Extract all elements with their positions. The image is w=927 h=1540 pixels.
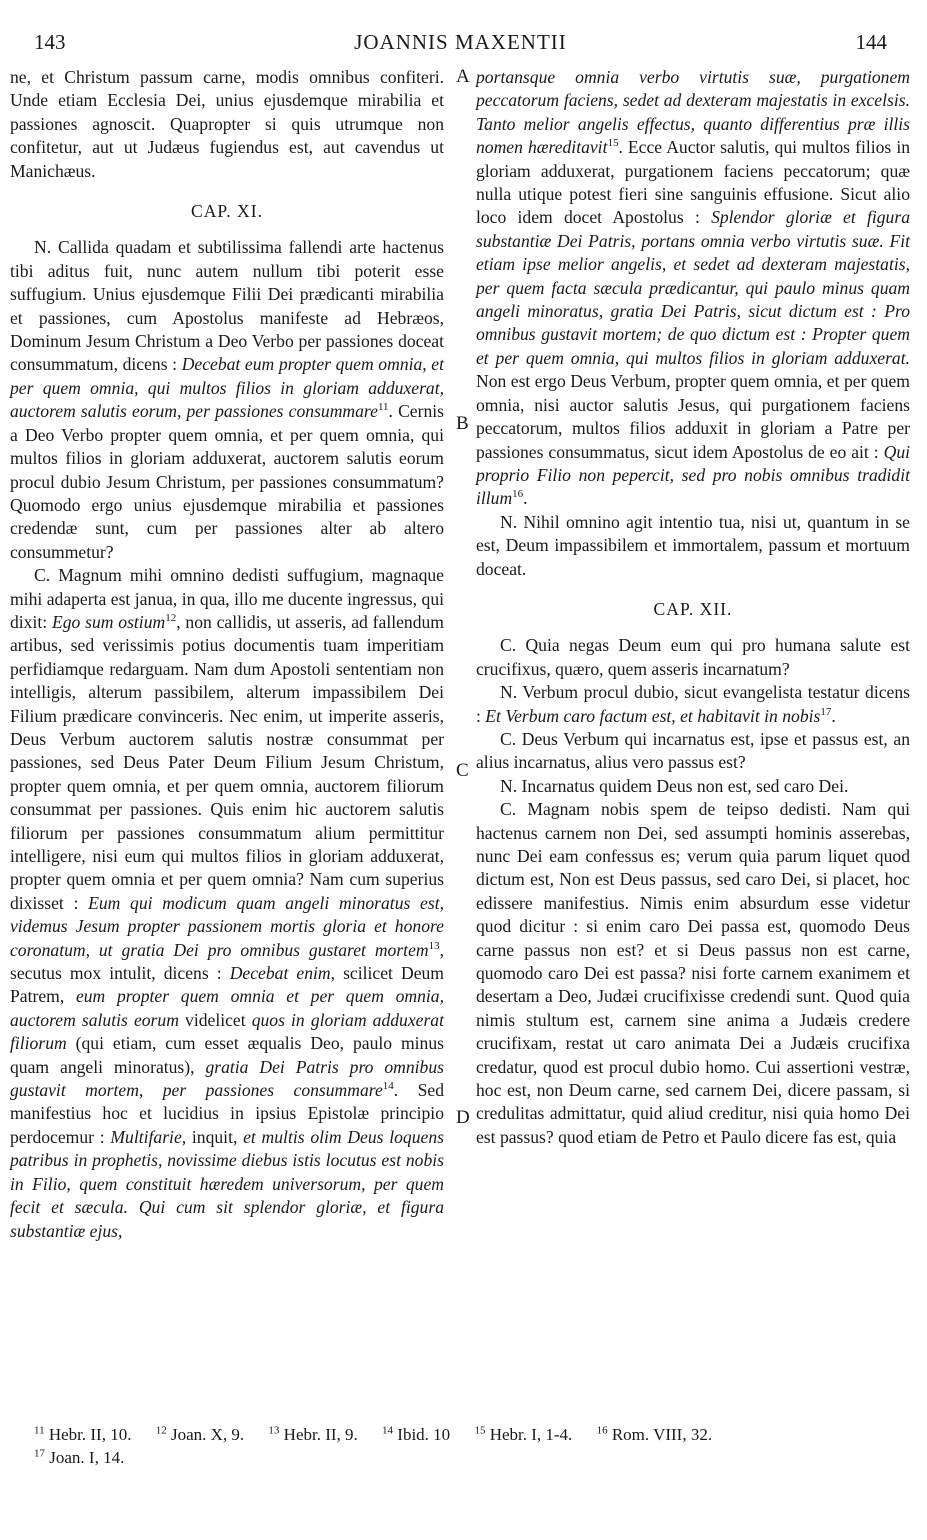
paragraph: N. Incarnatus quidem Deus non est, sed caro Dei. <box>500 775 849 796</box>
left-column <box>10 66 444 1243</box>
margin-marker-c: C <box>456 760 469 781</box>
paragraph: C. Quia negas Deum eum qui pro humana salute est crucifixus, quæro, quem asseris incarnatum? <box>476 635 910 679</box>
footnote-ref: 16 <box>512 488 524 501</box>
margin-marker-d: D <box>456 1107 470 1128</box>
paragraph: C. Magnam nobis spem de teipso dedisti. Nam qui hactenus carnem non Dei, sed assumpti hominis asserebas, nunc Dei eam confessus es; verum quia parum liquet quod dictum est, Non est Deus passus, sed caro Dei, si placet, hoc edissere manifestius. Nimis enim absurdum esse videtur quod dicitur : si enim caro Dei passa est, quomodo Deus carne passus non est? et si Deus passus non est carne, quomodo caro Dei est passa? nisi forte carnem exanimem et desertam a Deo, Judæi crucifixisse credendi sunt. Quod quia nimis stultum est, carnem sine anima a Judæis credere crucifixam, restat ut caro animata Dei a Judæis crucifixa credatur, quod est procul dubio homo. Cui assertioni vestræ, hoc est, non Deum carne, sed carnem Dei, dicere passam, si credulitas admittatur, quid aliud creditur, nisi quia homo Dei est passus? quod etiam de Petro et Paulo dicere fas est, quia <box>476 799 910 1147</box>
footnotes <box>34 1423 887 1469</box>
footnote-ref: 17 <box>820 705 832 718</box>
footnote-ref: 14 <box>382 1080 394 1093</box>
paragraph: C. Magnum mihi omnino dedisti suffugium, magnaque mihi adaperta est janua, in qua, illo me ducente ingressus, qui dixit: Ego sum ostium$^{12}$, non callidis, ut asseris, ad fallendum artibus, sed verissimis potius documentis tuam imperitiam perfidiamque redarguam. Nam dum Apostoli sententiam non intelligis, alterum passibilem, alterum impassibilem Dei Filium prædicare convinceris. Nec enim, ut imperite asseris, Deus Verbum auctorem salutis nostræ consummat per passiones, sed Deus Pater Deum Filium Jesum Christum, propter quem omnia, et per quem omnia, auctorem filiorum consummat per passiones. Quis enim hic auctorem salutis filiorum per passiones consummatum alium permittitur intelligere, nisi eum qui multos filios in gloriam adduxerat, propter quem omnia et per quem omnia? Nam cum superius dixisset : Eum qui modicum quam angeli minoratus est, videmus Jesum propter passionem mortis gloria et honore coronatum, ut gratia Dei pro omnibus gustaret mortem$^{13}$, secutus mox intulit, dicens : Decebat enim, scilicet Deum Patrem, eum propter quem omnia et per quem omnia, auctorem salutis eorum videlicet quos in gloriam adduxerat filiorum (qui etiam, cum esset æqualis Deo, paulo minus quam angeli minoratus), gratia Dei Patris pro omnibus gustavit mortem, per passiones consummare$^{14}$. Sed manifestius hoc et lucidius in ipsius Epistolæ principio perdocemur : Multifarie, inquit, et multis olim Deus loquens patribus in prophetis, novissime diebus istis locutus est nobis in Filio, quem constituit hæredem universorum, per quem fecit et sæcula. Qui cum sit splendor gloriæ, et figura substantiæ ejus, <box>10 565 445 1241</box>
footnote-ref: 15 <box>607 137 619 150</box>
right-column <box>476 66 910 1149</box>
footnote: $^{13}$ Hebr. II, 9. <box>268 1424 358 1444</box>
footnote: $^{12}$ Joan. X, 9. <box>155 1424 245 1444</box>
footnote: $^{16}$ Rom. VIII, 32. <box>596 1424 713 1444</box>
page-number-left: 143 <box>34 30 66 54</box>
chapter-heading: CAP. XII. <box>653 598 733 619</box>
margin-marker-a: A <box>456 66 470 87</box>
footnote: $^{17}$ Joan. I, 14. <box>34 1447 125 1467</box>
running-title: JOANNIS MAXENTII <box>354 30 567 54</box>
page-header <box>34 30 887 58</box>
footnote: $^{11}$ Hebr. II, 10. <box>34 1424 132 1444</box>
chapter-heading: CAP. XI. <box>190 201 264 222</box>
footnote-ref: 12 <box>165 612 177 625</box>
footnote-ref: 13 <box>428 939 440 952</box>
paragraph: N. Verbum procul dubio, sicut evangelista testatur dicens : Et Verbum caro factum est, et habitavit in nobis$^{17}$. <box>476 682 910 726</box>
paragraph: N. Nihil omnino agit intentio tua, nisi ut, quantum in se est, Deum impassibilem et immortalem, passum et mortuum doceat. <box>476 511 910 579</box>
footnote: $^{14}$ Ibid. 10 <box>382 1424 451 1444</box>
paragraph: C. Deus Verbum qui incarnatus est, ipse et passus est, an alius incarnatus, alius vero passus est? <box>476 728 910 773</box>
paragraph: ne, et Christum passum carne, modis omnibus confiteri. Unde etiam Ecclesia Dei, unius ejusdemque mirabilia et passiones agnoscit. Quapropter si quis utrumque non confitetur, aut ut Judæus fugiendus est, aut cavendus ut Manichæus. <box>10 67 444 181</box>
footnote: $^{15}$ Hebr. I, 1-4. <box>474 1424 573 1444</box>
margin-marker-b: B <box>456 413 469 434</box>
page-number-right: 144 <box>855 30 887 54</box>
paragraph: N. Callida quadam et subtilissima fallendi arte hactenus tibi aditus fuit, nunc autem nullum tibi poterit esse suffugium. Unius ejusdemque Filii Dei prædicanti mirabilia et passiones, cum Apostolus manifeste ad Hebræos, Dominum Jesum Christum a Deo Verbo per passiones doceat consummatum, dicens : Decebat eum propter quem omnia, et per quem omnia, qui multos filios in gloriam adduxerat, auctorem salutis eorum, per passiones consummare$^{11}$. Cernis a Deo Verbo propter quem omnia, et per quem omnia, qui multos filios in gloriam adduxerat, auctorem salutis eorum procul dubio Jesum Christum, per passiones consummatum? Quomodo ergo unius ejusdemque mirabilia et passiones credendæ sunt, cum per passiones alter ab altero consummetur? <box>10 237 445 562</box>
footnote-ref: 11 <box>377 401 389 414</box>
paragraph: portansque omnia verbo virtutis suæ, purgationem peccatorum faciens, sedet ad dexteram majestatis in excelsis. Tanto melior angelis effectus, quanto differentius præ illis nomen hæreditavit$^{15}$. Ecce Auctor salutis, qui multos filios in gloriam adduxerat, purgationem faciens peccatorum; quæ nulla utique potest fieri sine sanguinis effusione. Sicut alio loco idem docet Apostolus : Splendor gloriæ et figura substantiæ Dei Patris, portans omnia verbo virtutis suæ. Fit etiam ipse melior angelis, et sedet ad dexteram majestatis, per quem facta sæcula prædicantur, qui paulo minus quam angeli minoratus, gratia Dei Patris, sicut dictum est : Pro omnibus gustavit mortem; de quo dictum est : Propter quem et per quem omnia, qui multos filios in gloriam adduxerat. Non est ergo Deus Verbum, propter quem omnia, et per quem omnia, nisi auctor salutis Jesus, qui purgationem faciens peccatorum, multos filios adduxit in gloriam a Patre per passiones consummatus, sicut idem Apostolus de eo ait : Qui proprio Filio non pepercit, sed pro nobis omnibus tradidit illum$^{16}$. <box>476 67 911 509</box>
